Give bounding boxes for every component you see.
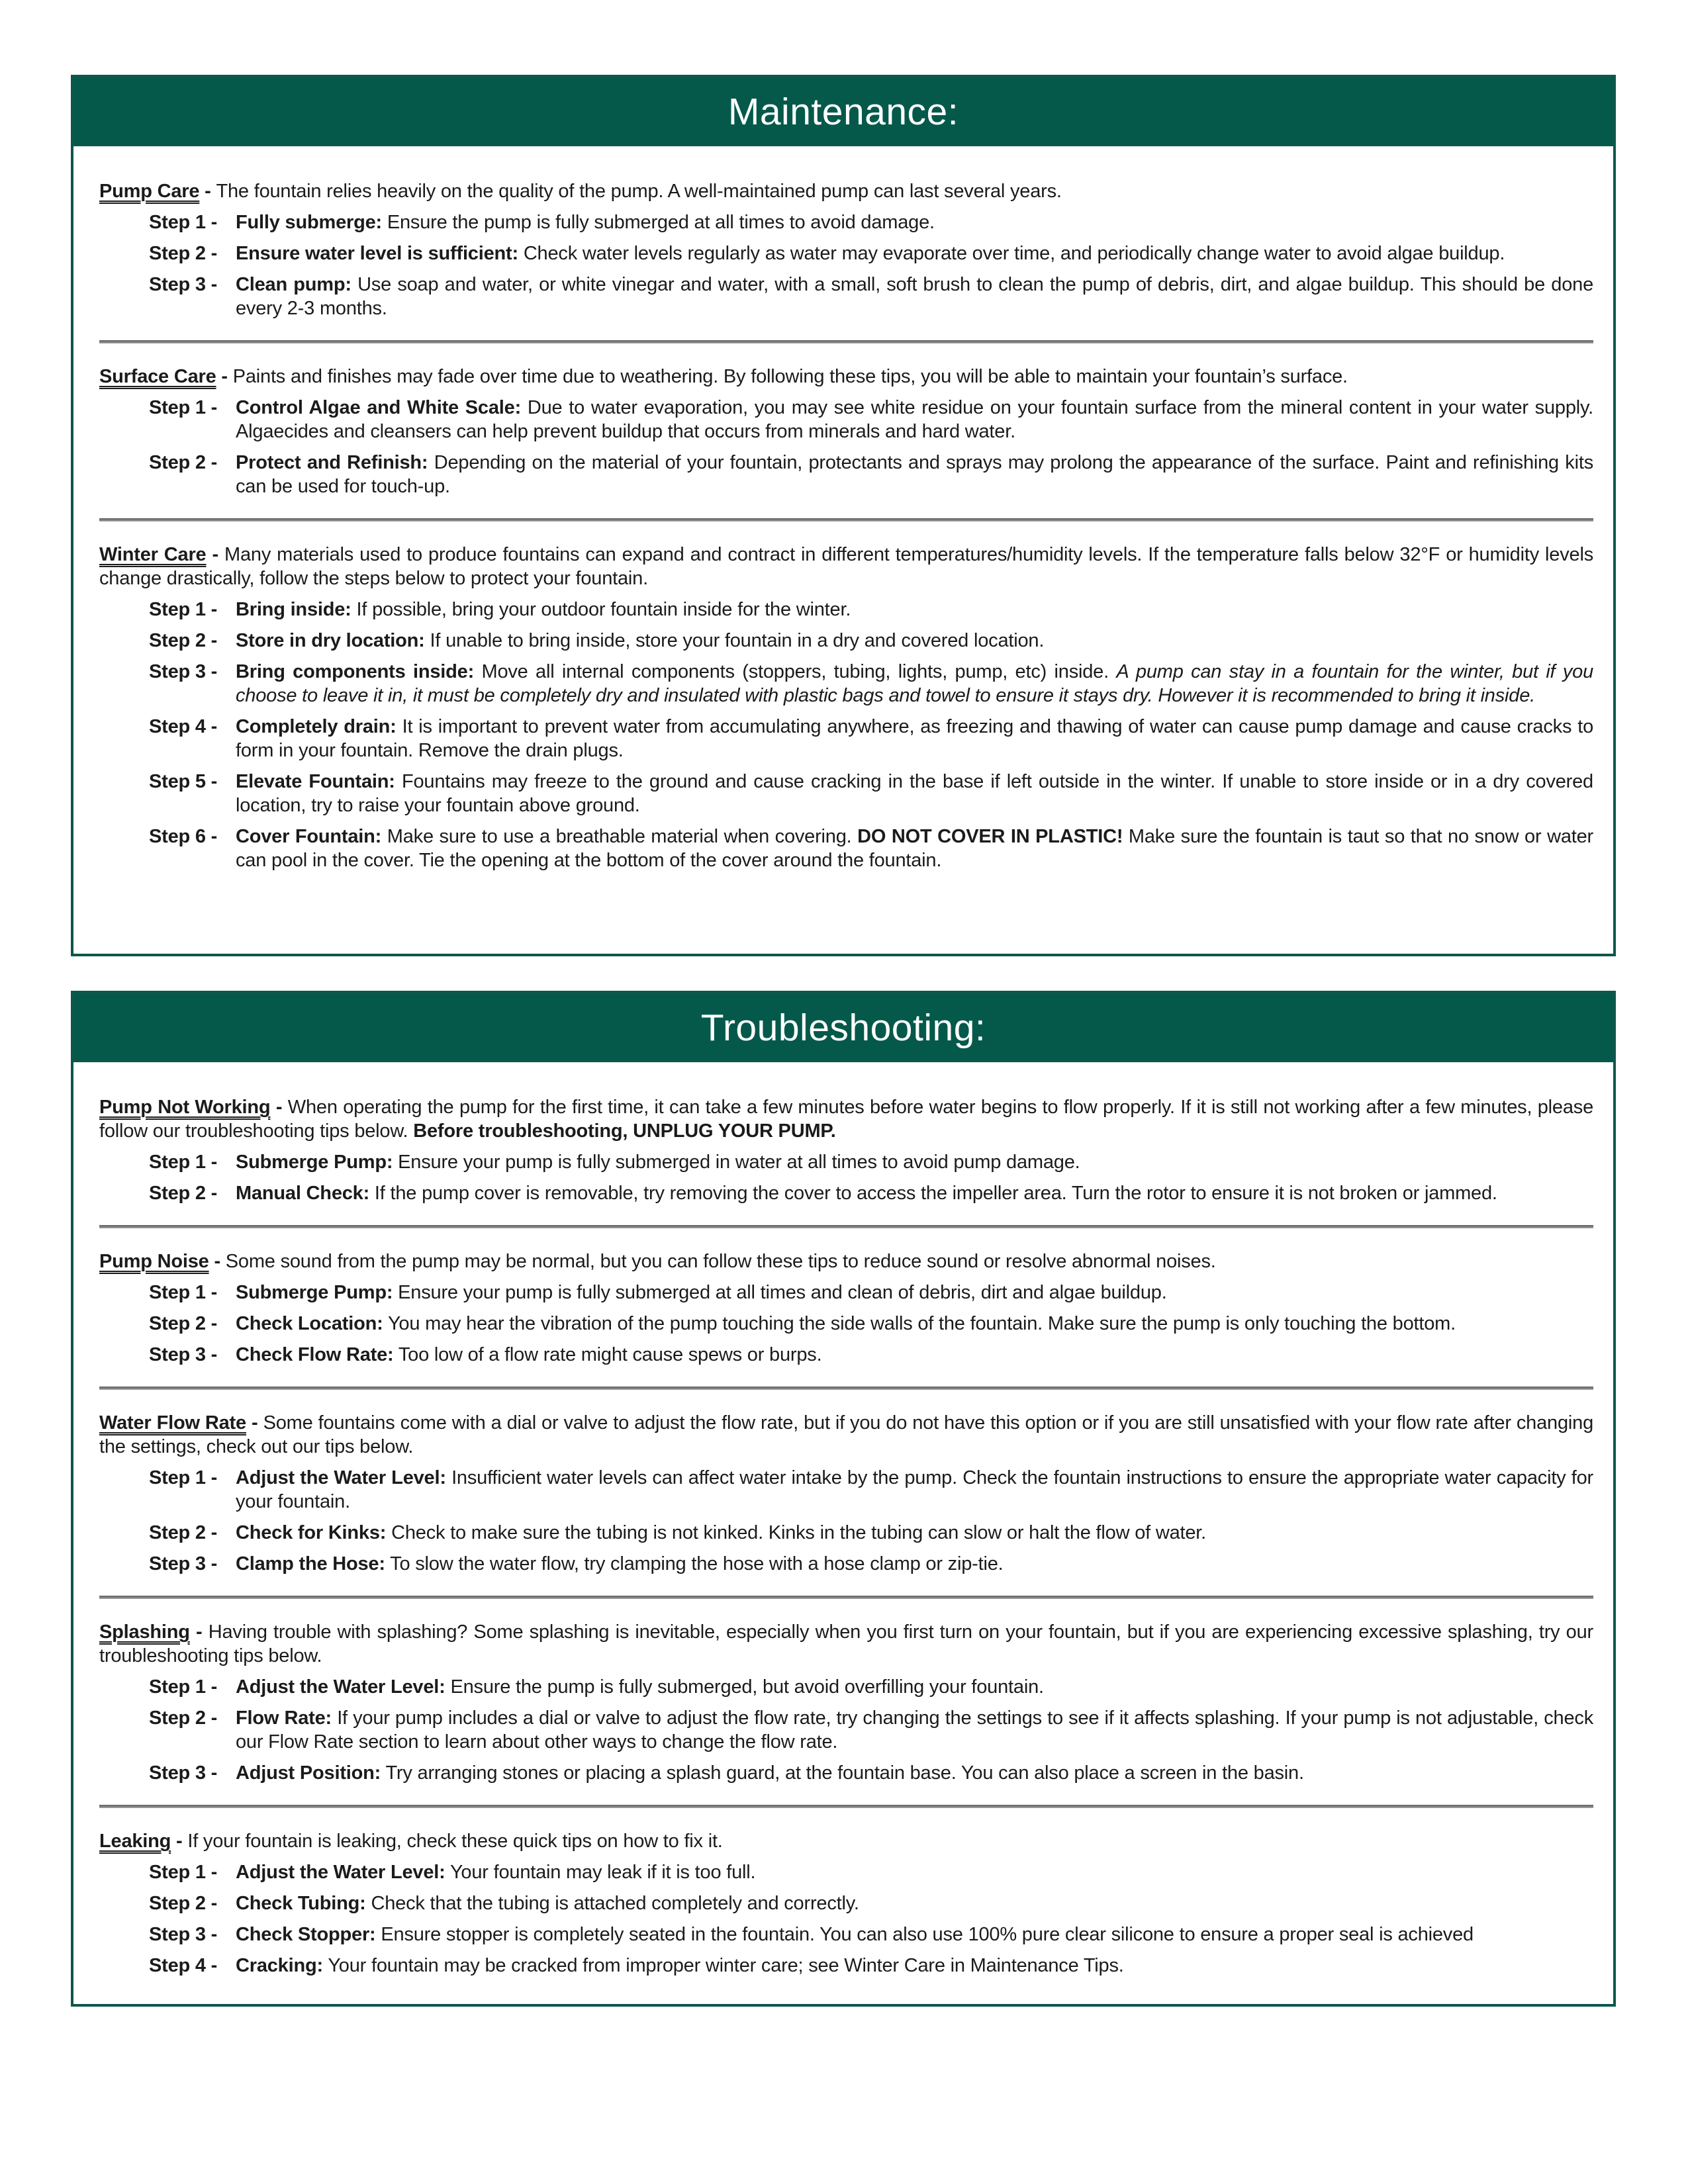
topic-pump-not-working (99, 1095, 1593, 1205)
topic-dash: - (209, 1251, 226, 1272)
text-run: It is important to prevent water from accumulating anywhere, as freezing and thawing of water can cause pump damage and cause cracks to form in your fountain. Remove the drain plugs. (236, 716, 1594, 761)
step-row (99, 1312, 1593, 1336)
step-text (236, 1761, 1593, 1785)
step-row (99, 210, 1593, 234)
text-run: A pump can stay in a fountain for the winter, but if you choose to leave it in, it must be completely dry and insulated with plastic bags and towel to ensure it stays dry. However it is recommended to bring it inside. (236, 661, 1594, 706)
text-run: Having trouble with splashing? Some splashing is inevitable, especially when you first turn on your fountain, but if you are experiencing excessive splashing, try our troubleshooting tips below. (99, 1621, 1593, 1666)
step-row (99, 273, 1593, 320)
section-content (73, 1062, 1613, 1991)
topic-heading: Surface Care (99, 366, 216, 387)
step-text (236, 396, 1593, 443)
topic-divider (99, 1387, 1593, 1390)
text-run: Your fountain may leak if it is too full. (449, 1862, 756, 1883)
step-text (236, 210, 1593, 234)
topic-heading: Pump Not Working (99, 1097, 271, 1118)
step-label: Step 4 - (149, 716, 218, 737)
topic-divider (99, 1805, 1593, 1808)
topic-intro (99, 1095, 1593, 1143)
topic-dash: - (199, 181, 216, 202)
text-run: DO NOT COVER IN PLASTIC! (857, 826, 1123, 847)
topic-dash: - (206, 544, 225, 565)
step-name: Bring components inside: (236, 661, 475, 682)
step-text (236, 770, 1593, 817)
step-row (99, 1923, 1593, 1946)
troubleshooting-panel (71, 991, 1616, 2007)
topic-heading: Splashing (99, 1621, 190, 1643)
step-text (236, 273, 1593, 320)
step-text (236, 1466, 1593, 1514)
text-run: If your pump includes a dial or valve to adjust the flow rate, try changing the settings to see if it affects splashing. If your pump is not adjustable, check our Flow Rate section to learn about other ways to change the flow rate. (236, 1707, 1593, 1752)
text-run: Use soap and water, or white vinegar and water, with a small, soft brush to clean the pump of debris, dirt, and algae buildup. This should be done every 2-3 months. (236, 274, 1593, 319)
text-run: You may hear the vibration of the pump touching the side walls of the fountain. Make sure the pump is only touching the bottom. (387, 1313, 1456, 1334)
step-text (236, 598, 1593, 621)
step-label: Step 5 - (149, 771, 218, 792)
step-row (99, 1521, 1593, 1545)
text-run: Paints and finishes may fade over time due to weathering. By following these tips, you will be able to maintain your fountain’s surface. (232, 366, 1348, 387)
step-text (236, 660, 1593, 707)
text-run: If unable to bring inside, store your fountain in a dry and covered location. (430, 630, 1045, 651)
step-text (236, 1891, 1593, 1915)
topic-intro (99, 1250, 1593, 1273)
topic-dash: - (171, 1831, 188, 1852)
text-run: If your fountain is leaking, check these quick tips on how to fix it. (187, 1831, 723, 1852)
step-label: Step 1 - (149, 1676, 218, 1698)
step-text (236, 715, 1593, 762)
step-name: Manual Check: (236, 1183, 370, 1204)
topic-intro (99, 179, 1593, 203)
step-name: Store in dry location: (236, 630, 425, 651)
step-label: Step 1 - (149, 599, 218, 620)
step-row (99, 715, 1593, 762)
text-run: Check that the tubing is attached completely and correctly. (371, 1893, 859, 1914)
step-name: Check Tubing: (236, 1893, 366, 1914)
maintenance-panel (71, 75, 1616, 956)
topic-pump-noise (99, 1250, 1593, 1367)
topic-intro (99, 543, 1593, 590)
step-row (99, 660, 1593, 707)
step-name: Bring inside: (236, 599, 352, 620)
step-label: Step 3 - (149, 661, 218, 682)
step-name: Cracking: (236, 1955, 323, 1976)
topic-heading: Pump Care (99, 181, 200, 202)
step-row (99, 598, 1593, 621)
topic-winter-care (99, 543, 1593, 872)
text-run: To slow the water flow, try clamping the hose with a hose clamp or zip-tie. (390, 1553, 1004, 1574)
text-run: Move all internal components (stoppers, tubing, lights, pump, etc) inside. (481, 661, 1117, 682)
step-text (236, 1706, 1593, 1754)
step-row (99, 1466, 1593, 1514)
topic-water-flow-rate (99, 1411, 1593, 1576)
step-label: Step 1 - (149, 1467, 218, 1488)
step-label: Step 1 - (149, 1152, 218, 1173)
section-content (73, 146, 1613, 886)
text-run: Ensure your pump is fully submerged in water at all times to avoid pump damage. (398, 1152, 1080, 1173)
step-name: Check for Kinks: (236, 1522, 387, 1543)
topic-intro (99, 1829, 1593, 1853)
topic-intro (99, 365, 1593, 388)
step-label: Step 1 - (149, 1862, 218, 1883)
text-run: Check to make sure the tubing is not kinked. Kinks in the tubing can slow or halt the flow of water. (391, 1522, 1207, 1543)
topic-surface-care (99, 365, 1593, 498)
troubleshooting-header-bar (73, 993, 1613, 1062)
step-row (99, 1891, 1593, 1915)
topic-divider (99, 1225, 1593, 1228)
step-row (99, 1281, 1593, 1304)
step-text (236, 629, 1593, 653)
text-run: If possible, bring your outdoor fountain inside for the winter. (356, 599, 851, 620)
step-text (236, 1923, 1593, 1946)
step-row (99, 770, 1593, 817)
text-run: Ensure stopper is completely seated in the fountain. You can also use 100% pure clear silicone to ensure a proper seal is achieved (381, 1924, 1474, 1945)
step-label: Step 3 - (149, 1924, 218, 1945)
step-row (99, 1552, 1593, 1576)
text-run: Too low of a flow rate might cause spews or burps. (398, 1344, 822, 1365)
step-label: Step 6 - (149, 826, 218, 847)
step-row (99, 629, 1593, 653)
text-run: When operating the pump for the first time, it can take a few minutes before water begins to flow properly. If it is still not working after a few minutes, please follow our troubleshooting tips below. (99, 1097, 1594, 1142)
topic-dash: - (216, 366, 233, 387)
step-name: Completely drain: (236, 716, 397, 737)
step-name: Elevate Fountain: (236, 771, 395, 792)
step-text (236, 1552, 1593, 1576)
step-row (99, 1675, 1593, 1699)
text-run: Make sure the fountain is taut so that no snow or water can pool in the cover. Tie the opening at the bottom of the cover around the fountain. (236, 826, 1593, 871)
step-text (236, 825, 1593, 872)
text-run: If the pump cover is removable, try removing the cover to access the impeller area. Turn the rotor to ensure it is not broken or jammed. (374, 1183, 1497, 1204)
step-name: Adjust the Water Level: (236, 1862, 445, 1883)
topic-heading: Winter Care (99, 544, 207, 565)
topic-intro (99, 1411, 1593, 1459)
text-run: Some sound from the pump may be normal, but you can follow these tips to reduce sound or resolve abnormal noises. (225, 1251, 1216, 1272)
step-row (99, 1761, 1593, 1785)
step-row (99, 396, 1593, 443)
step-name: Cover Fountain: (236, 826, 382, 847)
step-row (99, 1150, 1593, 1174)
step-text (236, 1860, 1593, 1884)
step-name: Check Flow Rate: (236, 1344, 394, 1365)
topic-pump-care (99, 179, 1593, 320)
step-label: Step 2 - (149, 1707, 218, 1729)
step-name: Clamp the Hose: (236, 1553, 385, 1574)
step-name: Clean pump: (236, 274, 352, 295)
text-run: The fountain relies heavily on the quality of the pump. A well-maintained pump can last several years. (216, 181, 1062, 202)
step-label: Step 3 - (149, 1553, 218, 1574)
step-label: Step 2 - (149, 452, 218, 473)
step-name: Check Stopper: (236, 1924, 376, 1945)
text-run: Check water levels regularly as water may evaporate over time, and periodically change water to avoid algae buildup. (523, 243, 1505, 264)
step-text (236, 1181, 1593, 1205)
step-label: Step 2 - (149, 1893, 218, 1914)
step-name: Ensure water level is sufficient: (236, 243, 518, 264)
topic-divider (99, 518, 1593, 522)
step-text (236, 1675, 1593, 1699)
step-label: Step 2 - (149, 243, 218, 264)
step-label: Step 2 - (149, 1522, 218, 1543)
step-name: Adjust Position: (236, 1762, 381, 1784)
topic-dash: - (189, 1621, 209, 1643)
topic-heading: Pump Noise (99, 1251, 209, 1272)
step-label: Step 3 - (149, 274, 218, 295)
step-label: Step 1 - (149, 212, 218, 233)
step-label: Step 2 - (149, 630, 218, 651)
step-name: Submerge Pump: (236, 1152, 393, 1173)
step-row (99, 1706, 1593, 1754)
text-run: Insufficient water levels can affect water intake by the pump. Check the fountain instructions to ensure the appropriate water capacity for your fountain. (236, 1467, 1593, 1512)
topic-heading: Leaking (99, 1831, 171, 1852)
text-run: Make sure to use a breathable material when covering. (387, 826, 858, 847)
step-row (99, 451, 1593, 498)
text-run: Many materials used to produce fountains can expand and contract in different temperatures/humidity levels. If the temperature falls below 32°F or humidity levels change drastically, follow the steps below to protect your fountain. (99, 544, 1593, 589)
step-row (99, 825, 1593, 872)
step-row (99, 1343, 1593, 1367)
step-name: Adjust the Water Level: (236, 1467, 446, 1488)
step-text (236, 1954, 1593, 1978)
step-text (236, 451, 1593, 498)
topic-dash: - (270, 1097, 288, 1118)
topic-heading: Water Flow Rate (99, 1412, 246, 1433)
step-text (236, 1521, 1593, 1545)
step-label: Step 3 - (149, 1762, 218, 1784)
step-label: Step 2 - (149, 1183, 218, 1204)
step-row (99, 1181, 1593, 1205)
text-run: Try arranging stones or placing a splash guard, at the fountain base. You can also place a screen in the basin. (385, 1762, 1304, 1784)
topic-divider (99, 340, 1593, 343)
maintenance-header-bar (73, 77, 1613, 146)
topic-splashing (99, 1620, 1593, 1785)
step-name: Control Algae and White Scale: (236, 397, 522, 418)
step-name: Submerge Pump: (236, 1282, 393, 1303)
text-run: Ensure your pump is fully submerged at all times and clean of debris, dirt and algae buildup. (398, 1282, 1167, 1303)
step-name: Protect and Refinish: (236, 452, 428, 473)
text-run: Fountains may freeze to the ground and cause cracking in the base if left outside in the winter. If unable to store inside or in a dry covered location, try to raise your fountain above ground. (236, 771, 1593, 816)
step-label: Step 1 - (149, 1282, 218, 1303)
step-row (99, 1860, 1593, 1884)
step-name: Fully submerge: (236, 212, 382, 233)
maintenance-title: Maintenance: (727, 91, 959, 133)
step-row (99, 242, 1593, 265)
text-run: Depending on the material of your fountain, protectants and sprays may prolong the appearance of the surface. Paint and refinishing kits can be used for touch-up. (236, 452, 1593, 497)
step-label: Step 3 - (149, 1344, 218, 1365)
text-run: Ensure the pump is fully submerged, but avoid overfilling your fountain. (450, 1676, 1044, 1698)
step-name: Adjust the Water Level: (236, 1676, 445, 1698)
step-text (236, 1150, 1593, 1174)
topic-divider (99, 1596, 1593, 1599)
step-row (99, 1954, 1593, 1978)
step-label: Step 4 - (149, 1955, 218, 1976)
topic-dash: - (246, 1412, 263, 1433)
step-label: Step 1 - (149, 397, 218, 418)
text-run: Some fountains come with a dial or valve to adjust the flow rate, but if you do not have this option or if you are still unsatisfied with your flow rate after changing the settings, check out our tips below. (99, 1412, 1593, 1457)
topic-leaking (99, 1829, 1593, 1978)
step-label: Step 2 - (149, 1313, 218, 1334)
step-name: Flow Rate: (236, 1707, 332, 1729)
step-name: Check Location: (236, 1313, 383, 1334)
step-text (236, 1343, 1593, 1367)
step-text (236, 242, 1593, 265)
text-run: Your fountain may be cracked from improper winter care; see Winter Care in Maintenance Tips. (328, 1955, 1124, 1976)
text-run: Ensure the pump is fully submerged at all times to avoid damage. (387, 212, 935, 233)
step-text (236, 1281, 1593, 1304)
text-run: Due to water evaporation, you may see white residue on your fountain surface from the mineral content in your water supply. Algaecides and cleansers can help prevent buildup that occurs from minerals and hard water. (236, 397, 1594, 442)
step-text (236, 1312, 1593, 1336)
text-run: Before troubleshooting, UNPLUG YOUR PUMP. (413, 1120, 836, 1142)
troubleshooting-title: Troubleshooting: (700, 1007, 986, 1049)
topic-intro (99, 1620, 1593, 1668)
